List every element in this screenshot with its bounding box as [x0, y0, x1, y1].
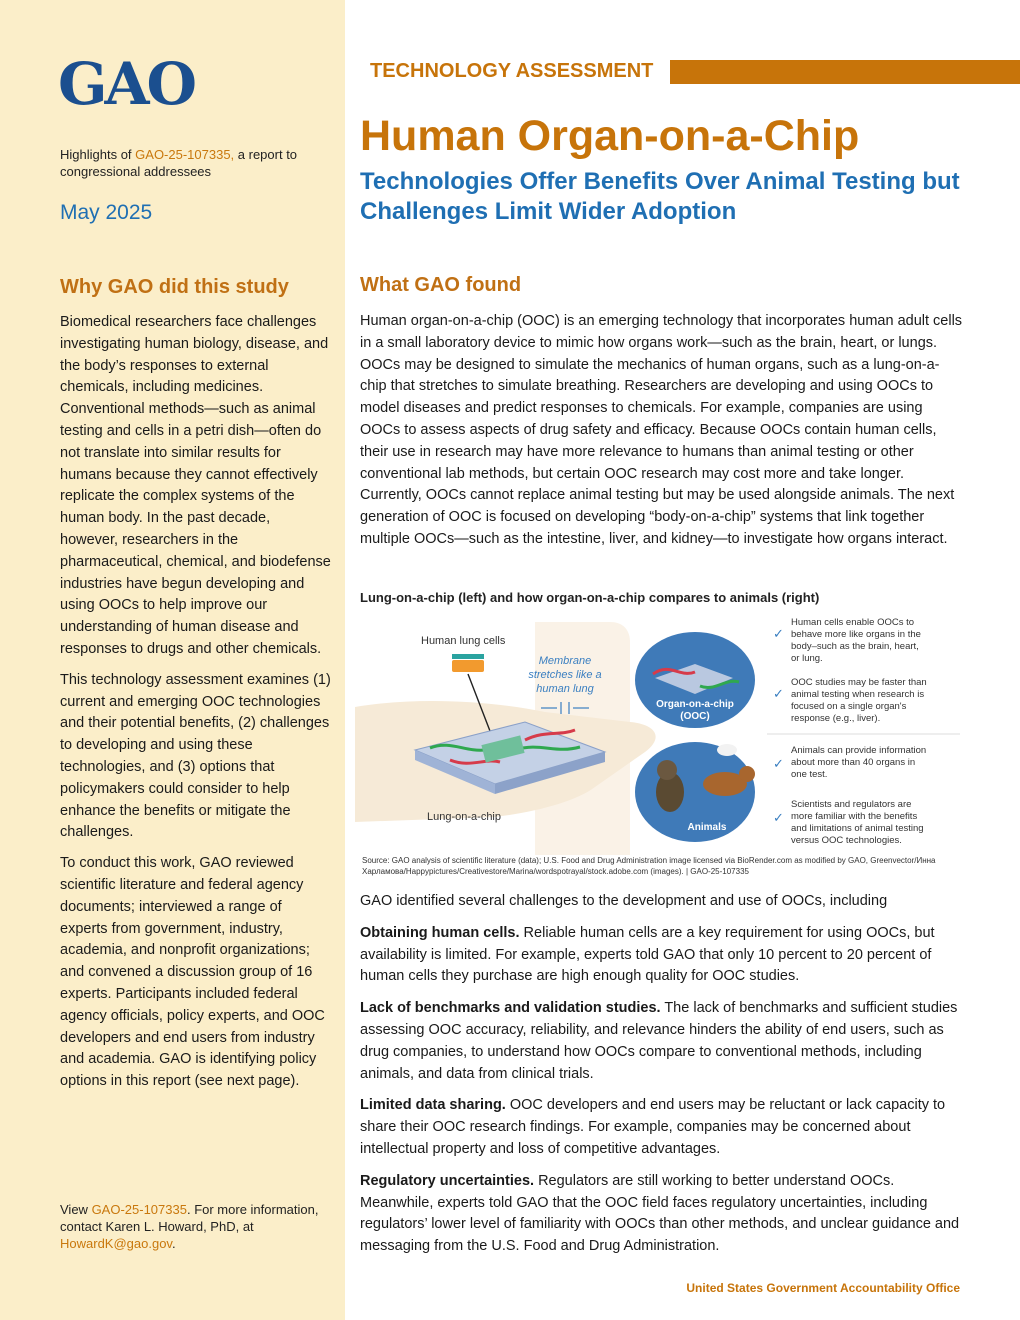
ooc-circle-illustration: [635, 632, 755, 728]
gao-logo: GAO: [58, 50, 195, 118]
why-heading: Why GAO did this study: [60, 276, 289, 298]
svg-text:or lung.: or lung.: [791, 653, 823, 664]
why-paragraph: To conduct this work, GAO reviewed scientific literature and federal agency documents; interviewed a range of experts from government, industry, academia, and nonprofit organizations; and convened a discussion group of 16 experts. Participants included federal agency officials, policy experts, and OOC developers and end users from industry and academia. GAO is identifying policy options in this report (see next page).: [60, 855, 325, 1090]
highlights-suffix: a report to congressional addressees: [60, 147, 298, 179]
label-ooc: Organ-on-a-chip: [656, 699, 734, 710]
why-body: [60, 312, 332, 1102]
svg-text:one test.: one test.: [791, 769, 828, 780]
svg-text:behave more like organs in the: behave more like organs in the: [791, 629, 921, 640]
lung-cells-icon: [452, 654, 484, 672]
svg-text:Scientists and regulators are: Scientists and regulators are: [791, 799, 912, 810]
svg-text:body–such as the brain, heart,: body–such as the brain, heart,: [791, 641, 919, 652]
why-paragraph: This technology assessment examines (1) current and emerging OOC technologies and their potential benefits, (2) challenges to developing and using these technologies, and (3) options that policymakers could consider to help enhance the benefits or mitigate the challenges.: [60, 671, 331, 841]
label-membrane: Membrane: [538, 655, 592, 667]
animal-benefit-2: [773, 799, 924, 846]
page-title: Human Organ-on-a-Chip: [360, 112, 860, 160]
challenge-item: Obtaining human cells. Reliable human cells are a key requirement for using OOCs, but availability is limited. For example, experts told GAO that only 10 percent to 20 percent of human cells they purchase are high enough quality for OOC studies.: [360, 924, 935, 985]
challenge-item: Limited data sharing. OOC developers and end users may be reluctant or lack capacity to share their OOC research findings. For example, companies may be concerned about intellectual property and loss of competitive advantages.: [360, 1097, 946, 1157]
why-paragraph: Biomedical researchers face challenges investigating human biology, disease, and the body’s responses to external chemicals, including medicines. Conventional methods—such as animal testing and cells in a petri dish—often do not translate into similar results for humans because they cannot effectively replicate the complex systems of the human body. In the past decade, however, researchers in the pharmaceutical, chemical, and biodefense industries have begun developing and using OOCs to help improve our understanding of human disease and responses to drugs and other chemicals.: [60, 314, 331, 657]
report-link[interactable]: GAO-25-107335: [91, 1202, 187, 1217]
check-icon: ✓: [773, 626, 784, 641]
label-animals: Animals: [687, 822, 727, 833]
svg-text:and limitations of animal test: and limitations of animal testing: [791, 823, 924, 834]
challenge-item: Regulatory uncertainties. Regulators are still working to better understand OOCs. Meanwhile, experts told GAO that the OOC field faces regulatory uncertainties, including regulators’ lower level of familiarity with OOCs than other methods, and unclear guidance and messaging from the U.S. Food and Drug Administration.: [360, 1172, 960, 1255]
svg-text:focused on a single organ's: focused on a single organ's: [791, 701, 907, 712]
found-intro: Human organ-on-a-chip (OOC) is an emerging technology that incorporates human adult cells in a small laboratory device to mimic how organs work—such as the brain, heart, or lungs. OOCs may be designed to simulate the mechanics of human organs, such as a lung-on-a-chip that stretches to simulate breathing. Researchers are developing and using OOCs to model diseases and predict responses to chemicals. For example, companies are using OOCs to assess aspects of drug safety and efficacy. Because OOCs contain human cells, their use in research may have more relevance to humans than animal testing or other conventional lab methods, but certain OOC research may cost more and take longer. Currently, OOCs cannot replace animal testing but may be used alongside animals. The next generation of OOC is focused on developing “body-on-a-chip” systems that link together multiple OOCs—such as the intestine, liver, and kidney—to investigate how organs interact.: [360, 313, 963, 547]
svg-text:(OOC): (OOC): [680, 711, 710, 722]
challenges-section: [360, 891, 965, 1268]
challenge-item: Lack of benchmarks and validation studies. The lack of benchmarks and sufficient studies assessing OOC accuracy, reliability, and relevance hinders the ability of end users, such as drug companies, to understand how OOCs compare to conventional methods, including animals, and data from clinical trials.: [360, 1000, 958, 1082]
svg-text:more familiar with the benefit: more familiar with the benefits: [791, 811, 918, 822]
svg-text:response (e.g., liver).: response (e.g., liver).: [791, 713, 881, 724]
email-link[interactable]: HowardK@gao.gov: [60, 1236, 172, 1251]
highlights-line: [60, 146, 330, 180]
svg-text:human lung: human lung: [536, 683, 594, 695]
svg-text:Animals can provide informatio: Animals can provide information: [791, 745, 927, 756]
page-subtitle: Technologies Offer Benefits Over Animal Testing but Challenges Limit Wider Adoption: [360, 168, 960, 225]
svg-text:versus OOC technologies.: versus OOC technologies.: [791, 835, 902, 846]
report-date: May 2025: [60, 201, 153, 224]
svg-text:about more than 40 organs in: about more than 40 organs in: [791, 757, 916, 768]
figure-title: Lung-on-a-chip (left) and how organ-on-a-chip compares to animals (right): [360, 590, 820, 605]
svg-text:Human cells enable OOCs to: Human cells enable OOCs to: [791, 617, 915, 628]
ooc-benefit-2: [773, 677, 927, 724]
lung-chip-figure: [355, 612, 965, 855]
footer-agency: United States Government Accountability Office: [686, 1281, 960, 1295]
sidebar: [0, 0, 345, 1320]
check-icon: ✓: [773, 686, 784, 701]
check-icon: ✓: [773, 810, 784, 825]
figure-source: Source: GAO analysis of scientific literature (data); U.S. Food and Drug Administration image licensed via BioRender.com as modified by GAO, Greenvector/Инна Харламова/Happypictures/Creativestore/Marina/wordspotrayal/stock.adobe.com (images). | GAO-25-107335: [362, 856, 936, 876]
svg-text:animal testing when research i: animal testing when research is: [791, 689, 925, 700]
svg-text:stretches like a: stretches like a: [528, 669, 602, 681]
highlights-prefix: Highlights of: [60, 147, 136, 162]
section-bar: [670, 60, 1020, 84]
animals-circle-illustration: [635, 742, 755, 842]
ooc-benefit-1: [773, 617, 921, 664]
animal-benefit-1: [773, 745, 926, 780]
check-icon: ✓: [773, 756, 784, 771]
label-human-lung-cells: Human lung cells: [421, 635, 506, 647]
section-label: TECHNOLOGY ASSESSMENT: [370, 60, 654, 82]
challenges-intro: GAO identified several challenges to the development and use of OOCs, including: [360, 893, 888, 909]
svg-text:OOC studies may be faster than: OOC studies may be faster than: [791, 677, 927, 688]
report-id-link[interactable]: GAO-25-107335,: [135, 147, 235, 162]
label-lung-on-a-chip: Lung-on-a-chip: [427, 811, 501, 823]
contact-info: View GAO-25-107335. For more information, contact Karen L. Howard, PhD, at HowardK@gao.gov.: [60, 1202, 319, 1251]
found-heading: What GAO found: [360, 274, 522, 296]
